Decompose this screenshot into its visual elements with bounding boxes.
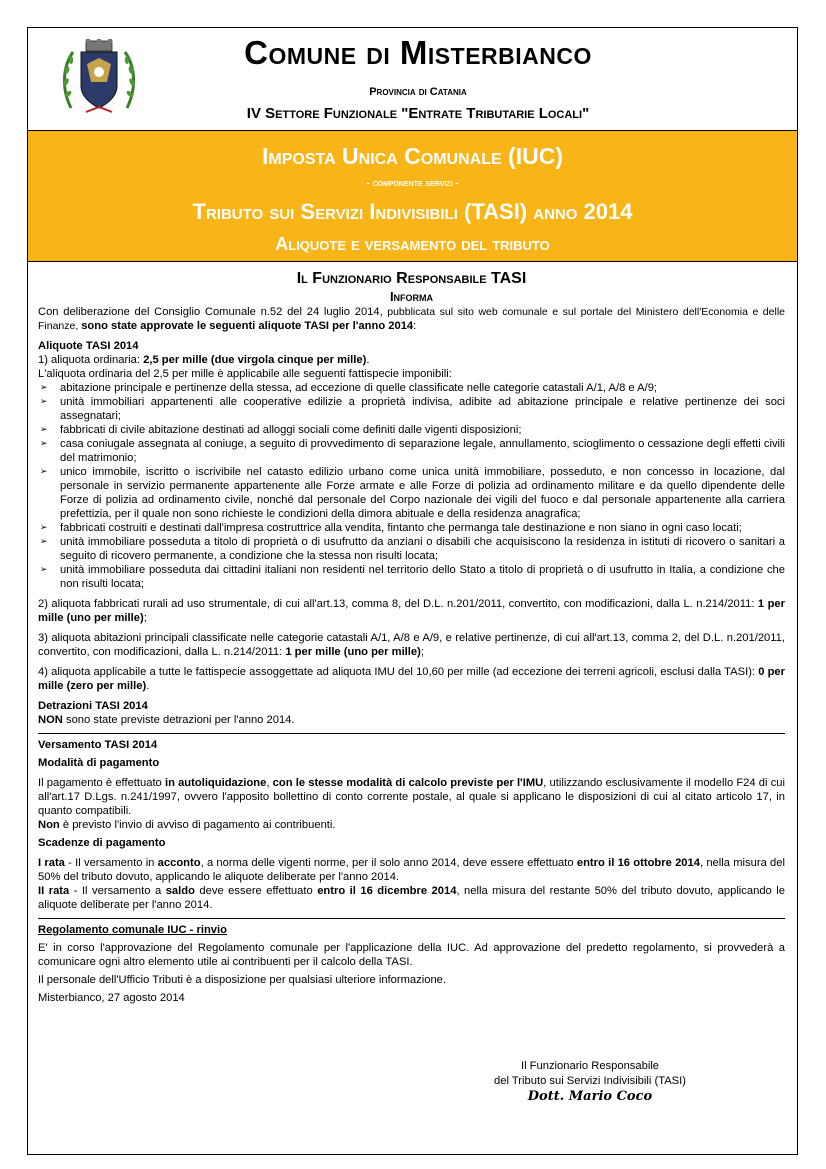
detrazioni-text: NON sono state previste detrazioni per l'anno 2014. xyxy=(38,714,295,726)
tax-name: Imposta Unica Comunale (IUC) xyxy=(262,143,563,169)
signature-block xyxy=(470,1059,710,1104)
title-band xyxy=(28,130,797,262)
notice-body xyxy=(38,264,785,1005)
list-item: ➢ unità immobiliare posseduta dai cittadini italiani non residenti nel territorio dello Stato a titolo di proprietà o di usufrutto in Italia, a condizione che non risulti locata; xyxy=(38,563,785,591)
divider xyxy=(38,733,785,734)
ordinary-rate: 1) aliquota ordinaria: 2,5 per mille (due virgola cinque per mille). xyxy=(38,354,370,366)
list-item: ➢ fabbricati costruiti e destinati dall'impresa costruttrice alla vendita, fintanto che permanga tale destinazione e non siano in ogni caso locati; xyxy=(38,521,785,535)
imu-rate: 4) aliquota applicabile a tutte le fattispecie assoggettate ad aliquota IMU del 10,60 per mille (ad eccezione dei terreni agricoli, esclusi dalla TASI): 0 per mille (zero per mille). xyxy=(38,666,785,692)
list-item: ➢ fabbricati di civile abitazione destinati ad alloggi sociali come definiti dalle vigenti disposizioni; xyxy=(38,423,785,437)
place-date: Misterbianco, 27 agosto 2014 xyxy=(38,992,185,1004)
rural-rate: 2) aliquota fabbricati rurali ad uso strumentale, di cui all'art.13, comma 8, del D.L. n.201/2011, convertito, con modificazioni, dalla L. n.214/2011: 1 per mille (uno per mille); xyxy=(38,598,785,624)
divider xyxy=(38,918,785,919)
province-label: Provincia di Catania xyxy=(369,86,467,98)
tax-component: - componente servizi - xyxy=(366,178,459,189)
list-item: ➢ abitazione principale e pertinenze della stessa, ad eccezione di quelle classificate nelle categorie catastali A/1, A/8 e A/9; xyxy=(38,381,785,395)
regolamento-text: E' in corso l'approvazione del Regolamento comunale per l'applicazione della IUC. Ad approvazione del predetto regolamento, si provvederà a comunicare ogni altro elemento utile ai contribuenti per il calcolo della TASI. xyxy=(38,942,785,968)
signer-role-detail: del Tributo sui Servizi Indivisibili (TASI) xyxy=(494,1075,686,1087)
first-installment: I rata - Il versamento in acconto, a norma delle vigenti norme, per il solo anno 2014, deve essere effettuato entro il 16 ottobre 2014, nella misura del 50% del tributo dovuto, applicando le aliquote deliberate per l'anno 2014. xyxy=(38,857,785,883)
letterhead xyxy=(28,28,797,128)
staff-availability-text: Il personale dell'Ufficio Tributi è a disposizione per qualsiasi ulteriore informazione. xyxy=(38,974,446,986)
municipal-crest xyxy=(61,38,137,118)
no-notice-text: Non è previsto l'invio di avviso di pagamento ai contribuenti. xyxy=(38,819,336,831)
payment-method-heading: Modalità di pagamento xyxy=(38,757,160,769)
list-item: ➢ unico immobile, iscritto o iscrivibile nel catasto edilizio urbano come unica unità immobiliare, posseduto, e non concesso in locazione, dal personale in servizio permanente appartenente alle Forze armate e alle Forze di polizia ad ordinamento militare e da quello dipendente delle Forze di polizia ad ordinamento civile, nonché dal personale del Corpo nazionale dei vigili del fuoco e dal personale appartenente alla carriera prefettizia, per il quale non sono richieste le condizioni della dimora abituale e della residenza anagrafica; xyxy=(38,465,785,521)
list-item: ➢ unità immobiliare posseduta a titolo di proprietà o di usufrutto da anziani o disabili che acquisiscono la residenza in istituti di ricovero o sanitari a seguito di ricovero permanente, a condizione che la stessa non risulti locata; xyxy=(38,535,785,563)
department-label: IV Settore Funzionale "Entrate Tributarie Locali" xyxy=(246,105,590,122)
regolamento-heading: Regolamento comunale IUC - rinvio xyxy=(38,924,227,936)
luxury-home-rate: 3) aliquota abitazioni principali classificate nelle categorie catastali A/1, A/8 e A/9, e relative pertinenze, di cui all'art.13, comma 2, del D.L. n.201/2011, convertito, con modificazioni, dalla L. n.214/2011: 1 per mille (uno per mille); xyxy=(38,632,785,658)
official-heading: Il Funzionario Responsabile TASI xyxy=(296,270,527,287)
payment-method-text: Il pagamento è effettuato in autoliquidazione, con le stesse modalità di calcolo previste per l'IMU, utilizzando esclusivamente il modello F24 di cui all'art.17 D.Lgs. n.241/1997, ovvero l'apposito bollettino di conto corrente postale, al quale si applicano le disposizioni di cui al citato articolo 17, in quanto compatibili. xyxy=(38,777,785,817)
signer-role: Il Funzionario Responsabile xyxy=(520,1060,660,1072)
band-subtitle: Aliquote e versamento del tributo xyxy=(275,234,550,254)
detrazioni-heading: Detrazioni TASI 2014 xyxy=(38,700,148,712)
second-installment: II rata - Il versamento a saldo deve essere effettuato entro il 16 dicembre 2014, nella misura del restante 50% del tributo dovuto, applicando le aliquote deliberate per l'anno 2014. xyxy=(38,885,785,911)
municipality-title: Comune di Misterbianco xyxy=(244,34,592,71)
list-item: ➢ casa coniugale assegnata al coniuge, a seguito di provvedimento di separazione legale, annullamento, scioglimento o cessazione degli effetti civili del matrimonio; xyxy=(38,437,785,465)
deadlines-heading: Scadenze di pagamento xyxy=(38,837,166,849)
intro-paragraph: Con deliberazione del Consiglio Comunale n.52 del 24 luglio 2014, pubblicata sul sito web comunale e sul portale del Ministero dell'Economia e delle Finanze, sono state approvate le seguenti aliquote TASI per l'anno 2014: xyxy=(38,306,785,332)
aliquote-heading: Aliquote TASI 2014 xyxy=(38,340,139,352)
tasi-title: Tributo sui Servizi Indivisibili (TASI) anno 2014 xyxy=(192,199,633,224)
notice-frame xyxy=(27,27,798,1155)
versamento-heading: Versamento TASI 2014 xyxy=(38,739,158,751)
signer-name: Dott. Mario Coco xyxy=(527,1089,653,1104)
taxable-cases-list xyxy=(38,381,785,591)
ordinary-rate-applies: L'aliquota ordinaria del 2,5 per mille è applicabile alle seguenti fattispecie imponibili: xyxy=(38,368,452,380)
informa-heading: Informa xyxy=(389,289,434,304)
list-item: ➢ unità immobiliari appartenenti alle cooperative edilizie a proprietà indivisa, adibite ad abitazione principale e relative pertinenze dei soci assegnatari; xyxy=(38,395,785,423)
